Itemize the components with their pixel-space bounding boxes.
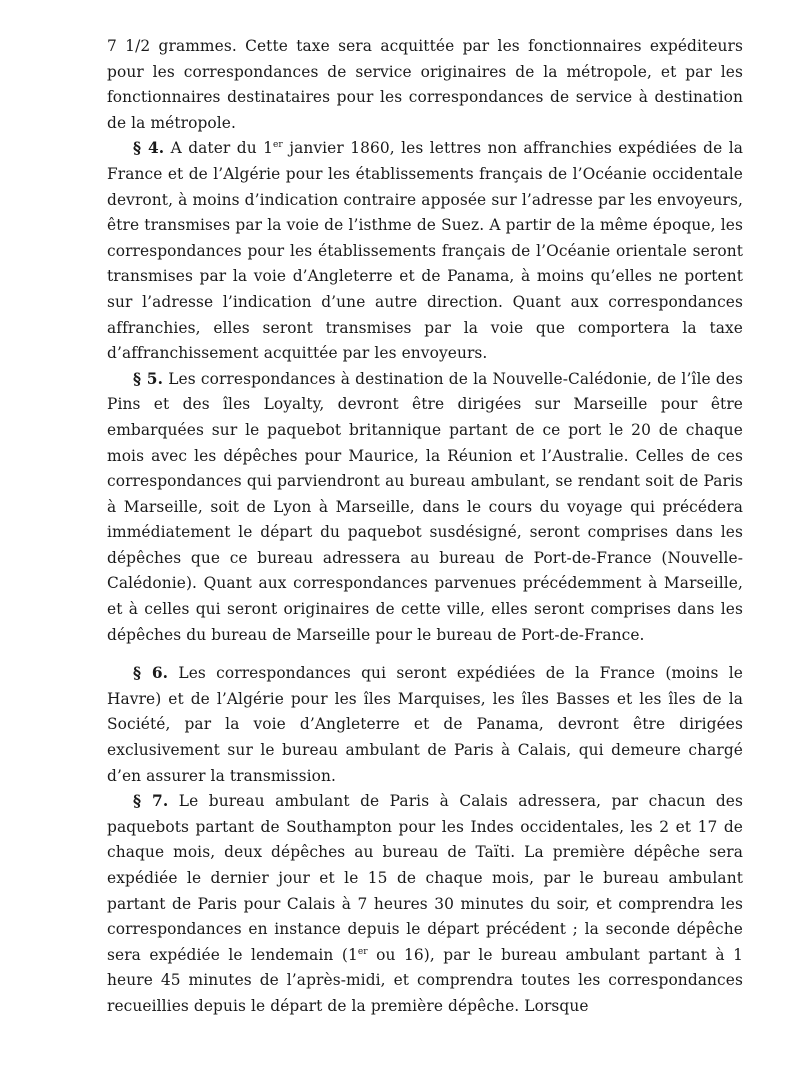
paragraph-text: janvier 1860, les lettres non affranchies expédiées de la France et de l’Algérie pour les établissements français de l’Océanie occidentale devront, à moins d’indication contraire apposée sur l’adresse par les envoyeurs, être transmises par la voie de l’isthme de Suez. A partir de la même époque, les correspondances pour les établissements français de l’Océanie orientale seront transmises par la voie d’Angleterre et de Panama, à moins qu’elles ne portent sur l’adresse l’indication d’une autre direction. Quant aux correspondances affranchies, elles seront transmises par la voie que comportera la taxe d’affranchissement acquittée par les envoyeurs. <box>107 139 743 363</box>
paragraph-section-5 <box>107 367 743 649</box>
paragraph-text-start: Le bureau ambulant de Paris à Calais adressera, par chacun des paquebots partant de Southampton pour les Indes occidentales, les 2 et 17 de chaque mois, deux dépêches au bureau de Taïti. La première dépêche sera expédiée le dernier jour et le 15 de chaque mois, par le bureau ambulant partant de Paris pour Calais à 7 heures 30 minutes du soir, et comprendra les correspondances en instance depuis le départ précédent ; la seconde dépêche sera expédiée le lendemain (1 <box>107 792 744 964</box>
paragraph-section-4 <box>107 136 743 366</box>
paragraph-text-start: A dater du 1 <box>164 139 273 158</box>
ordinal-superscript: er <box>272 140 283 151</box>
paragraph-text: ou 16), par le bureau ambulant partant à 1 heure 45 minutes de l’après-midi, et comprendra toutes les correspondances recueillies depuis le départ de la première dépêche. Lorsque <box>107 945 743 1015</box>
section-number: § 4. <box>133 139 165 158</box>
section-number: § 7. <box>133 792 169 811</box>
paragraph-text: 7 1/2 grammes. Cette taxe sera acquittée par les fonctionnaires expéditeurs pour les correspondances de service originaires de la métropole, et par les fonctionnaires destinataires pour les correspondances de service à destination de la métropole. <box>107 37 743 132</box>
ordinal-superscript: er <box>357 946 368 957</box>
paragraph-text: Les correspondances à destination de la Nouvelle-Calédonie, de l’île des Pins et des îles Loyalty, devront être dirigées sur Marseille pour être embarquées sur le paquebot britannique partant de ce port le 20 de chaque mois avec les dépêches pour Maurice, la Réunion et l’Australie. Celles de ces correspondances qui parviendront au bureau ambulant, se rendant soit de Paris à Marseille, soit de Lyon à Marseille, dans le cours du voyage qui précédera immédiatement le départ du paquebot susdésigné, seront comprises dans les dépêches que ce bureau adressera au bureau de Port-de-France (Nouvelle-Calédonie). Quant aux correspondances parvenues précédemment à Marseille, et à celles qui seront originaires de cette ville, elles seront comprises dans les dépêches du bureau de Marseille pour le bureau de Port-de-France. <box>107 369 743 644</box>
paragraph-text: Les correspondances qui seront expédiées de la France (moins le Havre) et de l’Algérie pour les îles Marquises, les îles Basses et les îles de la Société, par la voie d’Angleterre et de Panama, devront être dirigées exclusivement sur le bureau ambulant de Paris à Calais, qui demeure chargé d’en assurer la transmission. <box>107 664 744 785</box>
section-number: § 6. <box>133 664 169 683</box>
document-body <box>107 34 743 1020</box>
paragraph-section-7 <box>107 789 743 1019</box>
section-number: § 5. <box>133 369 164 388</box>
paragraph-continuation <box>107 34 743 136</box>
paragraph-section-6 <box>107 661 743 789</box>
